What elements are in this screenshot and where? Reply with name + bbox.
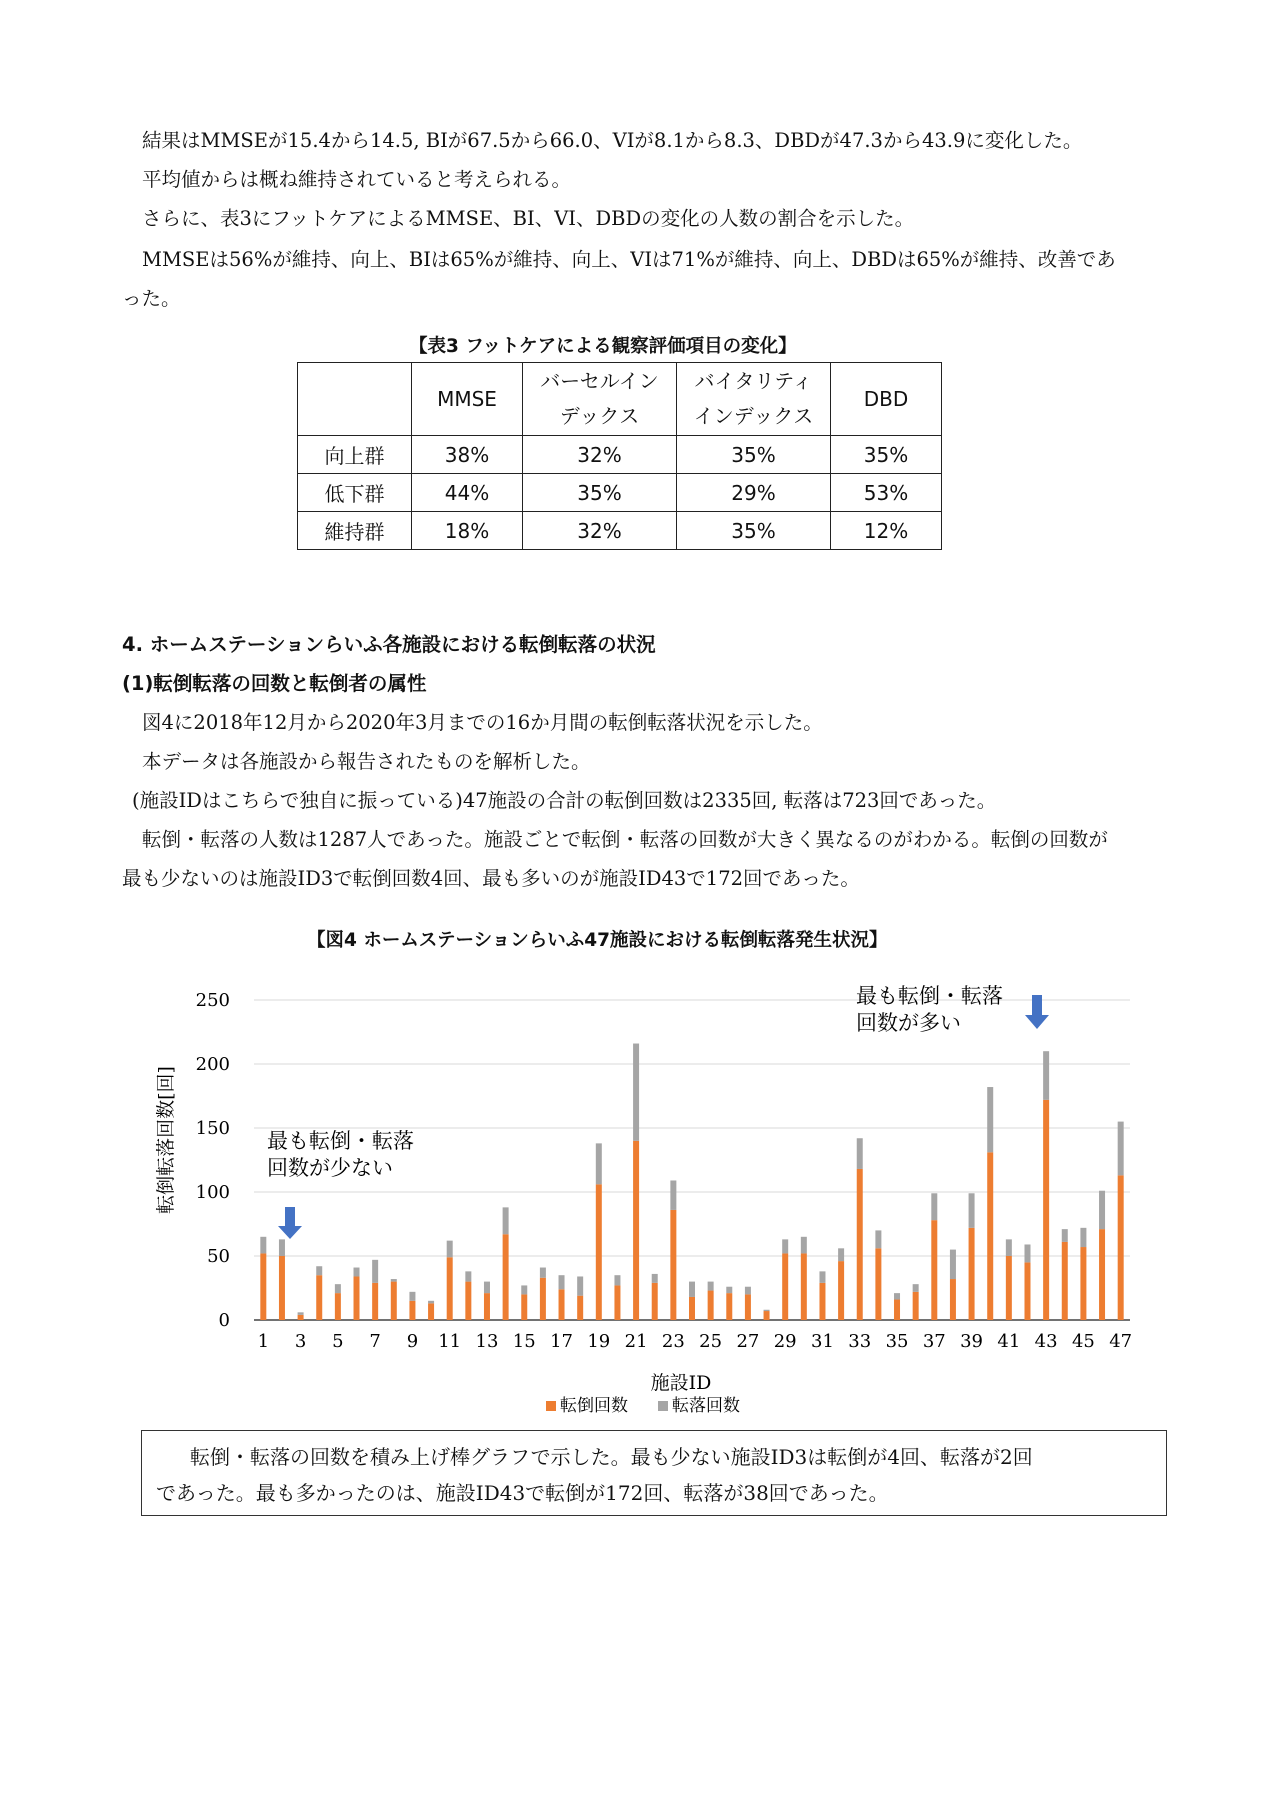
table3-cell: 44% bbox=[412, 474, 523, 512]
figure4-caption: 【図4 ホームステーションらいふ47施設における転倒転落発生状況】 bbox=[307, 930, 888, 951]
bar-tumble bbox=[745, 1287, 751, 1295]
bar-tumble bbox=[950, 1250, 956, 1279]
bar-tumble bbox=[428, 1301, 434, 1304]
bar-fall bbox=[409, 1301, 415, 1320]
bar-tumble bbox=[689, 1282, 695, 1297]
bar-fall bbox=[819, 1283, 825, 1320]
y-tick-label: 50 bbox=[207, 1246, 230, 1267]
bar-fall bbox=[875, 1248, 881, 1320]
bar-tumble bbox=[540, 1268, 546, 1278]
bar-tumble bbox=[726, 1287, 732, 1293]
bar-fall bbox=[614, 1285, 620, 1320]
bar-fall bbox=[540, 1278, 546, 1320]
section4-line-5: 最も少ないのは施設ID3で転倒回数4回、最も多いのが施設ID43で172回であった。 bbox=[122, 867, 860, 890]
bar-fall bbox=[521, 1294, 527, 1320]
legend-swatch-fall bbox=[546, 1401, 556, 1411]
table3-cell: 38% bbox=[412, 436, 523, 474]
x-tick-label: 31 bbox=[811, 1331, 834, 1352]
bar-tumble bbox=[931, 1193, 937, 1220]
legend-label-tumble: 転落回数 bbox=[672, 1396, 740, 1416]
bar-tumble bbox=[335, 1284, 341, 1293]
bar-tumble bbox=[801, 1237, 807, 1254]
bar-tumble bbox=[316, 1266, 322, 1275]
legend-swatch-tumble bbox=[658, 1401, 668, 1411]
x-tick-label: 5 bbox=[332, 1331, 344, 1352]
section4-line-1: 図4に2018年12月から2020年3月までの16か月間の転倒転落状況を示した。 bbox=[142, 711, 823, 734]
section4-heading: 4. ホームステーションらいふ各施設における転倒転落の状況 bbox=[122, 633, 656, 656]
bar-fall bbox=[726, 1293, 732, 1320]
bar-fall bbox=[764, 1311, 770, 1320]
bar-fall bbox=[503, 1234, 509, 1320]
bar-tumble bbox=[652, 1274, 658, 1283]
y-tick-label: 100 bbox=[195, 1182, 230, 1203]
table3-cell: 35% bbox=[677, 436, 831, 474]
bar-fall bbox=[1099, 1229, 1105, 1320]
x-tick-label: 43 bbox=[1034, 1331, 1058, 1352]
bar-fall bbox=[260, 1253, 266, 1320]
table3-row-label: 維持群 bbox=[298, 512, 412, 550]
bar-fall bbox=[689, 1297, 695, 1320]
table3-cell: 53% bbox=[831, 474, 942, 512]
table-row bbox=[298, 436, 942, 474]
bar-tumble bbox=[260, 1237, 266, 1254]
table3-caption: 【表3 フットケアによる観察評価項目の変化】 bbox=[409, 336, 797, 357]
table3-cell: 12% bbox=[831, 512, 942, 550]
bar-fall bbox=[670, 1210, 676, 1320]
x-tick-label: 3 bbox=[294, 1331, 307, 1352]
bar-fall bbox=[279, 1256, 285, 1320]
table3-cell: 35% bbox=[677, 512, 831, 550]
bar-tumble bbox=[857, 1138, 863, 1169]
x-tick-label: 41 bbox=[997, 1331, 1021, 1352]
section4-line-3: (施設IDはこちらで独自に振っている)47施設の合計の転倒回数は2335回, 転落は723回であった。 bbox=[132, 789, 997, 812]
annotation-max-line1: 最も転倒・転落 bbox=[856, 984, 1003, 1008]
bar-fall bbox=[372, 1283, 378, 1320]
x-tick-label: 13 bbox=[475, 1331, 499, 1352]
table3-row-label: 向上群 bbox=[298, 436, 412, 474]
annotation-max-line2: 回数が多い bbox=[856, 1011, 961, 1035]
x-tick-label: 15 bbox=[512, 1331, 536, 1352]
bar-tumble bbox=[987, 1087, 993, 1152]
intro-line-4: MMSEは56%が維持、向上、BIは65%が維持、向上、VIは71%が維持、向上、DBDは65%が維持、改善であ bbox=[142, 248, 1116, 271]
bar-tumble bbox=[633, 1044, 639, 1141]
intro-line-3: さらに、表3にフットケアによるMMSE、BI、VI、DBDの変化の人数の割合を示した。 bbox=[142, 207, 915, 230]
bar-tumble bbox=[372, 1260, 378, 1283]
bar-fall bbox=[931, 1220, 937, 1320]
table3-cell: 32% bbox=[523, 436, 677, 474]
bar-tumble bbox=[1080, 1228, 1086, 1247]
bar-tumble bbox=[764, 1310, 770, 1311]
x-tick-label: 9 bbox=[406, 1331, 419, 1352]
bar-fall bbox=[596, 1184, 602, 1320]
bar-tumble bbox=[708, 1282, 714, 1291]
x-tick-label: 33 bbox=[848, 1331, 872, 1352]
x-tick-label: 45 bbox=[1071, 1331, 1095, 1352]
intro-line-2: 平均値からは概ね維持されていると考えられる。 bbox=[142, 168, 572, 191]
y-tick-label: 150 bbox=[195, 1118, 230, 1139]
bar-fall bbox=[1080, 1247, 1086, 1320]
bar-tumble bbox=[1006, 1239, 1012, 1256]
bar-fall bbox=[745, 1294, 751, 1320]
x-tick-label: 35 bbox=[885, 1331, 909, 1352]
bar-fall bbox=[782, 1253, 788, 1320]
bar-tumble bbox=[1118, 1122, 1124, 1176]
bar-tumble bbox=[503, 1207, 509, 1234]
x-tick-label: 37 bbox=[922, 1331, 946, 1352]
x-tick-label: 29 bbox=[773, 1331, 797, 1352]
table3-cell: 35% bbox=[523, 474, 677, 512]
annotation-min-line2: 回数が少ない bbox=[267, 1156, 393, 1180]
summary-line-1: 転倒・転落の回数を積み上げ棒グラフで示した。最も少ない施設ID3は転倒が4回、転落が2回 bbox=[190, 1445, 1033, 1469]
x-tick-label: 27 bbox=[736, 1331, 760, 1352]
table3-cell: 18% bbox=[412, 512, 523, 550]
bar-tumble bbox=[819, 1271, 825, 1283]
x-tick-label: 39 bbox=[960, 1331, 984, 1352]
bar-tumble bbox=[465, 1271, 471, 1281]
x-tick-label: 11 bbox=[438, 1331, 462, 1352]
bar-fall bbox=[950, 1279, 956, 1320]
figure4-chart bbox=[0, 975, 1280, 1425]
bar-fall bbox=[316, 1275, 322, 1320]
y-axis-label: 転倒転落回数[回] bbox=[155, 1066, 177, 1214]
bar-fall bbox=[913, 1292, 919, 1320]
chart-bars bbox=[260, 1044, 1123, 1320]
bar-fall bbox=[1118, 1175, 1124, 1320]
bar-tumble bbox=[391, 1279, 397, 1282]
intro-line-1: 結果はMMSEが15.4から14.5, BIが67.5から66.0、VIが8.1から8.3、DBDが47.3から43.9に変化した。 bbox=[142, 129, 1083, 152]
chart-x-ticks bbox=[258, 1331, 1133, 1352]
bar-fall bbox=[577, 1296, 583, 1320]
bar-fall bbox=[894, 1300, 900, 1320]
bar-tumble bbox=[782, 1239, 788, 1253]
table3-header-cell bbox=[298, 363, 412, 436]
table3-row-label: 低下群 bbox=[298, 474, 412, 512]
section4-subheading: (1)転倒転落の回数と転倒者の属性 bbox=[122, 672, 427, 695]
bar-tumble bbox=[559, 1275, 565, 1289]
legend-label-fall: 転倒回数 bbox=[560, 1396, 628, 1416]
chart-y-ticks bbox=[196, 990, 230, 1331]
bar-fall bbox=[465, 1282, 471, 1320]
bar-fall bbox=[428, 1303, 434, 1320]
table3-cell: 32% bbox=[523, 512, 677, 550]
x-tick-label: 21 bbox=[624, 1331, 648, 1352]
table3 bbox=[297, 362, 942, 550]
bar-fall bbox=[1043, 1100, 1049, 1320]
annotation-min-line1: 最も転倒・転落 bbox=[267, 1129, 414, 1153]
bar-tumble bbox=[875, 1230, 881, 1248]
bar-fall bbox=[391, 1282, 397, 1320]
bar-fall bbox=[335, 1293, 341, 1320]
table3-header-cell: バイタリティ インデックス bbox=[677, 363, 831, 436]
y-tick-label: 250 bbox=[195, 990, 230, 1011]
bar-fall bbox=[987, 1152, 993, 1320]
table-row bbox=[298, 512, 942, 550]
x-tick-label: 47 bbox=[1109, 1331, 1133, 1352]
x-tick-label: 7 bbox=[369, 1331, 381, 1352]
x-tick-label: 23 bbox=[661, 1331, 685, 1352]
table3-cell: 29% bbox=[677, 474, 831, 512]
table3-header-row bbox=[298, 363, 942, 436]
bar-tumble bbox=[577, 1276, 583, 1295]
bar-fall bbox=[447, 1257, 453, 1320]
section4-line-2: 本データは各施設から報告されたものを解析した。 bbox=[142, 750, 591, 773]
bar-tumble bbox=[596, 1143, 602, 1184]
summary-box bbox=[141, 1430, 1167, 1516]
bar-tumble bbox=[614, 1275, 620, 1285]
bar-fall bbox=[559, 1289, 565, 1320]
x-tick-label: 19 bbox=[587, 1331, 611, 1352]
bar-tumble bbox=[913, 1284, 919, 1292]
bar-tumble bbox=[1024, 1244, 1030, 1262]
bar-tumble bbox=[354, 1268, 360, 1277]
table3-header-cell: MMSE bbox=[412, 363, 523, 436]
bar-tumble bbox=[279, 1239, 285, 1256]
intro-line-5: った。 bbox=[122, 287, 181, 310]
x-tick-label: 1 bbox=[257, 1331, 270, 1352]
x-tick-label: 17 bbox=[550, 1331, 573, 1352]
x-axis-label: 施設ID bbox=[650, 1372, 712, 1394]
bar-tumble bbox=[409, 1292, 415, 1301]
bar-tumble bbox=[447, 1241, 453, 1258]
bar-fall bbox=[801, 1253, 807, 1320]
bar-fall bbox=[708, 1291, 714, 1320]
bar-fall bbox=[1024, 1262, 1030, 1320]
bar-tumble bbox=[894, 1293, 900, 1299]
bar-fall bbox=[484, 1293, 490, 1320]
bar-fall bbox=[633, 1141, 639, 1320]
summary-line-2: であった。最も多かったのは、施設ID43で転倒が172回、転落が38回であった。 bbox=[156, 1481, 889, 1505]
bar-fall bbox=[652, 1283, 658, 1320]
section4-line-4: 転倒・転落の人数は1287人であった。施設ごとで転倒・転落の回数が大きく異なるのがわかる。転倒の回数が bbox=[142, 828, 1108, 851]
table3-header-cell: バーセルイン デックス bbox=[523, 363, 677, 436]
bar-fall bbox=[1062, 1242, 1068, 1320]
bar-tumble bbox=[1099, 1191, 1105, 1229]
table3-cell: 35% bbox=[831, 436, 942, 474]
arrow-down-icon bbox=[278, 1207, 302, 1239]
table3-header-cell: DBD bbox=[831, 363, 942, 436]
bar-tumble bbox=[1062, 1229, 1068, 1242]
table-row bbox=[298, 474, 942, 512]
bar-fall bbox=[1006, 1256, 1012, 1320]
bar-tumble bbox=[521, 1285, 527, 1294]
bar-fall bbox=[838, 1261, 844, 1320]
bar-fall bbox=[354, 1276, 360, 1320]
bar-tumble bbox=[838, 1248, 844, 1261]
x-tick-label: 25 bbox=[699, 1331, 723, 1352]
bar-tumble bbox=[670, 1180, 676, 1209]
bar-tumble bbox=[298, 1312, 304, 1315]
y-tick-label: 0 bbox=[218, 1310, 230, 1331]
bar-fall bbox=[969, 1228, 975, 1320]
bar-fall bbox=[298, 1315, 304, 1320]
bar-fall bbox=[857, 1169, 863, 1320]
bar-tumble bbox=[484, 1282, 490, 1294]
y-tick-label: 200 bbox=[195, 1054, 230, 1075]
bar-tumble bbox=[969, 1193, 975, 1228]
bar-tumble bbox=[1043, 1051, 1049, 1100]
